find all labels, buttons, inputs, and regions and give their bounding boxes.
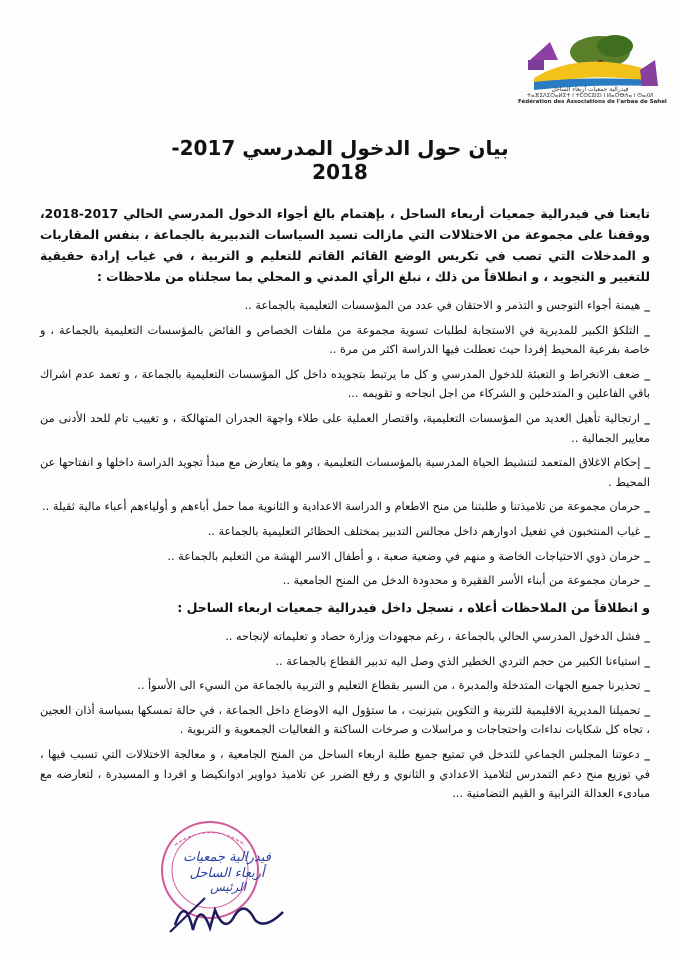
list-item: _ إحكام الاغلاق المتعمد لتنشيط الحياة المدرسية بالمؤسسات التعليمية ، وهو ما يتعارض مع مبدأ تجويد الدراسة داخلها و انفتاحها عن المحيط . [40, 456, 650, 489]
list-item: _ غياب المنتخبون في تفعيل ادوارهم داخل مجالس التدبير بمختلف الحظائر التعليمية بالجماعة .. [207, 524, 650, 538]
list-item: _ حرمان مجموعة من تلاميذتنا و طلبتنا من منح الاطعام و الدراسة الاعدادية و الثانوية مما حمل أباءهم و أولياءهم أعباء مالية ثقيلة .. [42, 500, 650, 514]
list-item: _ حرمان ذوي الاحتياجات الخاصة و منهم في وضعية صعبة ، و أطفال الاسر الهشة من التعليم بالجماعة .. [167, 549, 650, 563]
list-item: _ تحذيرنا جميع الجهات المتدخلة والمدبرة ، من السير بقطاع التعليم و التربية بالجماعة من السيء الى الأسوأ .. [137, 679, 650, 693]
list-item: _ التلكؤ الكبير للمديرية في الاستجابة لطلبات تسوية مجموعة من ملفات الخصاص و الفائض بالمؤسسات التعليمية بالجماعة ، و خاصة بفرعية المحيط إفردا حيث تعطلت فيها الدراسة اكثر من مرة .. [40, 323, 650, 357]
list-item: _ تحميلنا المديرية الاقليمية للتربية و التكوين بتيزنيت ، ما ستؤول اليه الاوضاع داخل الجماعة ، في حالة تمسكها بسياسة أذان العجين ، تجاه كل شكايات نداءات واحتجاجات و مراسلات و صرخات الساكنة و الفعاليات الجمعوية و التربوية . [40, 703, 650, 737]
positions-list [40, 627, 650, 809]
list-item: _ دعوتنا المجلس الجماعي للتدخل في تمتيع جميع طلبة اربعاء الساحل من المنح الجامعية ، و معالجة الاختلالات التي تسبب فيها ، في توزيع منح دعم التمدرس لتلاميذ الاعدادي و الثانوي و رفع الضرر عن تلاميذ دواوير ادوانكيضا و افردا و المسيدرة ، لتعارضه مع مبادىء العدالة الترابية و القيم التضامنية ... [40, 747, 650, 801]
signature-organization: فيدرالية جمعيات أربعاء الساحل [183, 850, 271, 881]
logo-french-name: Fédération des Associations de l'arbaa de Sahel [518, 99, 667, 105]
list-item: _ حرمان مجموعة من أبناء الأسر الفقيرة و محدودة الدخل من المنح الجامعية .. [282, 574, 650, 588]
list-item: _ فشل الدخول المدرسي الحالي بالجماعة ، رغم مجهودات وزارة حصاد و تعليماته لإنجاحه .. [225, 630, 650, 643]
intro-paragraph: تابعنا في فيدرالية جمعيات أربعاء الساحل ، بإهتمام بالغ أجواء الدخول المدرسي الحالي 2017-2018، ووقفنا على مجموعة من الاختلالات التي مازالت تسيد السياسات التدبيرية بالجماعة ، بنفس المقاربات و المدخلات التي تصب في تكريس الوضع القائم القاتم للتعليم و التربية ، في غياب إرادة حقيقية للتغيير و التجويد ، و انطلاقاً من ذلك ، نبلغ الرأي المدني و المحلي بما سجلناه من ملاحظات : [40, 207, 650, 284]
section-heading: و انطلاقاً من الملاحظات أعلاه ، نسجل داخل فيدرالية جمعيات اربعاء الساحل : [177, 600, 650, 615]
observations-list [40, 296, 650, 596]
handwritten-signature [165, 890, 295, 940]
list-item: _ ضعف الانخراط و التعبئة للدخول المدرسي و كل ما يرتبط بتجويده داخل كل المؤسسات التعليمية بالجماعة ، و تعمد عدم اشراك باقي الفاعلين و المتدخلين و الشركاء من اجل انجاحه و تقويمه ... [40, 367, 650, 401]
logo-tifinagh-name: ⵜⴰⴼⵉⴷⵉⵔⴰⵍⵉⵜ ⵏ ⵜⵎⵙⵎⵓⵏⵉⵏ ⵏ ⵍⴰⵔⴱⵄⴰ ⵏ ⵙⴰⵃⵍ [526, 93, 654, 99]
list-item: _ ارتجالية تأهيل العديد من المؤسسات التعليمية، واقتصار العملية على طلاء واجهة الجدران المتهالكة ، و تغييب تام للحد الأدنى من معايير الجمالية .. [40, 411, 650, 445]
list-item: _ هيمنة أجواء التوجس و التذمر و الاحتقان في عدد من المؤسسات التعليمية بالجماعة .. [244, 299, 650, 312]
page-title: بيان حول الدخول المدرسي 2017- 2018 [171, 136, 509, 184]
signature-role: الرئيس [210, 880, 246, 894]
list-item: _ استياءنا الكبير من حجم التردي الخطير الذي وصل اليه تدبير القطاع بالجماعة .. [275, 654, 650, 668]
logo-arabic-name: فيدرالية جمعيات أربعاء الساحل [551, 86, 629, 93]
